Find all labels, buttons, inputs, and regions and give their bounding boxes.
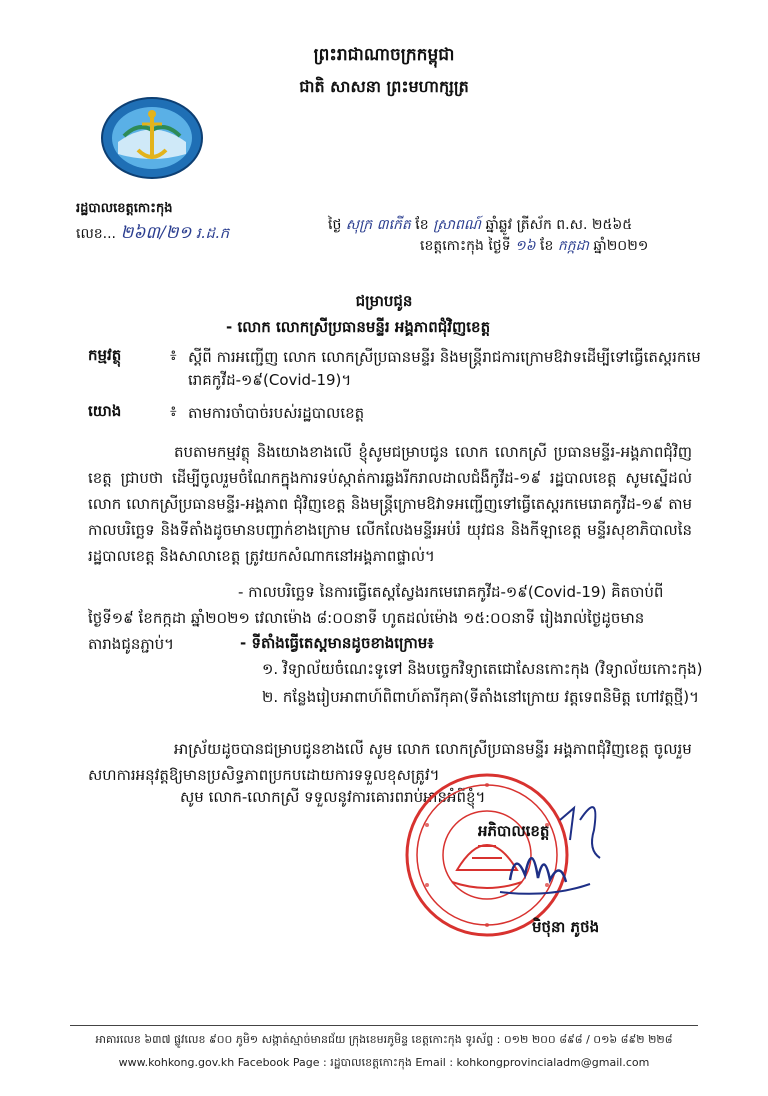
date-month-prefix: ខែ [415, 217, 429, 233]
closing-thanks: សូម លោក-លោកស្រី ទទួលនូវការគោរពរាប់អានអំពីខ្ញុំ។ [180, 788, 486, 806]
ref-suffix: រ.ដ.ក [195, 224, 230, 242]
ref-number: ២៦៣/២១ [120, 223, 192, 243]
footer-contacts: www.kohkong.gov.kh Facebook Page : រដ្ឋបាលខេត្តកោះកុង Email : kohkongprovincialadm@gmail.com [118, 1056, 650, 1069]
date2-prefix: ខេត្តកោះកុង ថ្ងៃទី [420, 238, 511, 254]
date2-month: កក្កដា [557, 238, 589, 254]
signer-name: មិថុនា ភូថង [532, 918, 600, 936]
kingdom-header: ព្រះរាជាណាចក្រកម្ពុជា [313, 45, 455, 65]
motto-header: ជាតិ សាសនា ព្រះមហាក្សត្រ [299, 77, 469, 96]
reference-number [76, 222, 229, 247]
reference-colon: ៖ [170, 402, 177, 420]
closing-paragraph: អាស្រ័យដូចបានជម្រាបជូនខាងលើ សូម លោក លោកស្រីប្រធានមន្ទីរ អង្គភាពជុំវិញខេត្ត ចូលរួមសហការអនុវត្តឱ្យមានប្រសិទ្ធភាពប្រកបដោយការទទួលខុសត្រូវ។ [88, 740, 692, 785]
notice-title: ជម្រាបជូន [355, 292, 413, 310]
date2-month-prefix: ខែ [540, 238, 554, 254]
location-item-2: ២. កន្លែងរៀបអាពាហ៍ពិពាហ៍តារីកុគា(ទីតាំងនៅក្រោយ វត្តទេពនិមិត្ត ហៅវត្តថ្មី)។ [262, 688, 700, 706]
locations-title: - ទីតាំងធ្វើតេស្តមានដូចខាងក្រោម៖ [240, 634, 434, 652]
footer-divider [70, 1025, 698, 1026]
date2-year: ឆ្នាំ២០២១ [593, 238, 649, 254]
signature-icon [470, 780, 620, 930]
subject-colon: ៖ [170, 346, 177, 364]
reference-text: តាមការចាំបាច់របស់រដ្ឋបាលខេត្ត [188, 404, 365, 422]
reference-label: យោង [88, 402, 122, 420]
date-handwritten-day: សុក្រ ៣កើត [345, 217, 411, 233]
date-year-text: ឆ្នាំឆ្លូវ ត្រីស័ក ព.ស. ២៥៦៥ [485, 217, 633, 233]
date-handwritten-month: ស្រាពណ៍ [433, 217, 481, 233]
date-prefix: ថ្ងៃ [328, 217, 342, 233]
subject-label: កម្មវត្ថុ [88, 346, 122, 364]
subject-text: ស្តីពី ការអញ្ជើញ លោក លោកស្រីប្រធានមន្ទីរ និងមន្រ្តីរាជការក្រោមឱវាទដើម្បីទៅធ្វើតេស្តរកមេរោគកូវីដ-១៩(Covid-19)។ [188, 348, 701, 390]
solar-date [420, 236, 648, 257]
footer-address: អាគារលេខ ៦៣៧ ផ្លូវលេខ ៩០០ ភូមិ១ សង្កាត់ស្មាច់មានជ័យ ក្រុងខេមរភូមិន្ទ ខេត្តកោះកុង ទូរស័ព្ទ : ០១២ ២០០ ៨៩៨ / ០១៦ ៨៩២ ២២៨ [95, 1033, 673, 1046]
date2-day: ១៦ [515, 238, 536, 254]
location-item-1: ១. វិទ្យាល័យចំណេះទូទៅ និងបច្ចេកវិទ្យាតេជោសែនកោះកុង (វិទ្យាល័យកោះកុង) [262, 660, 703, 678]
issuer-name: រដ្ឋបាលខេត្តកោះកុង [76, 201, 173, 216]
signer-title: អភិបាលខេត្ត [478, 822, 550, 840]
testing-period: - កាលបរិច្ឆេទ នៃការធ្វើតេស្តស្វែងរកមេរោគកូវីដ-១៩(Covid-19) គិតចាប់ពីថ្ងៃទី១៩ ខែកក្កដា ឆ្នាំ២០២១ វេលាម៉ោង ៨:០០នាទី ហូតដល់ម៉ោង ១៥:០០នាទី រៀងរាល់ថ្ងៃដូចមានតារាងជូនភ្ជាប់។ [88, 583, 664, 653]
provincial-logo [98, 92, 206, 184]
notice-recipient: - លោក លោកស្រីប្រធានមន្ទីរ អង្គភាពជុំវិញខេត្ត [226, 318, 491, 336]
ref-prefix: លេខ... [76, 226, 117, 242]
lunar-date [328, 215, 632, 236]
body-paragraph: តបតាមកម្មវត្ថុ និងយោងខាងលើ ខ្ញុំសូមជម្រាបជូន លោក លោកស្រី ប្រធានមន្ទីរ-អង្គភាពជុំវិញខេត្ត ជ្រាបថា ដើម្បីចូលរួមចំណែកក្នុងការទប់ស្កាត់ការឆ្លងរីករាលដាលជំងឺកូវីដ-១៩ រដ្ឋបាលខេត្ត សូមស្នើដល់ លោក លោកស្រីប្រធានមន្ទីរ-អង្គភាព ជុំវិញខេត្ត និងមន្រ្តីក្រោមឱវាទអញ្ជើញទៅធ្វើតេស្តរកមេរោគកូវីដ-១៩ តាមកាលបរិច្ឆេទ និងទីតាំងដូចមានបញ្ជាក់ខាងក្រោម លើកលែងមន្ទីរអប់រំ យុវជន និងកីឡាខេត្ត មន្ទីរសុខាភិបាលនៃរដ្ឋបាលខេត្ត និងសាលាខេត្ត ត្រូវយកសំណាកនៅអង្គភាពផ្ទាល់។ [88, 443, 692, 565]
